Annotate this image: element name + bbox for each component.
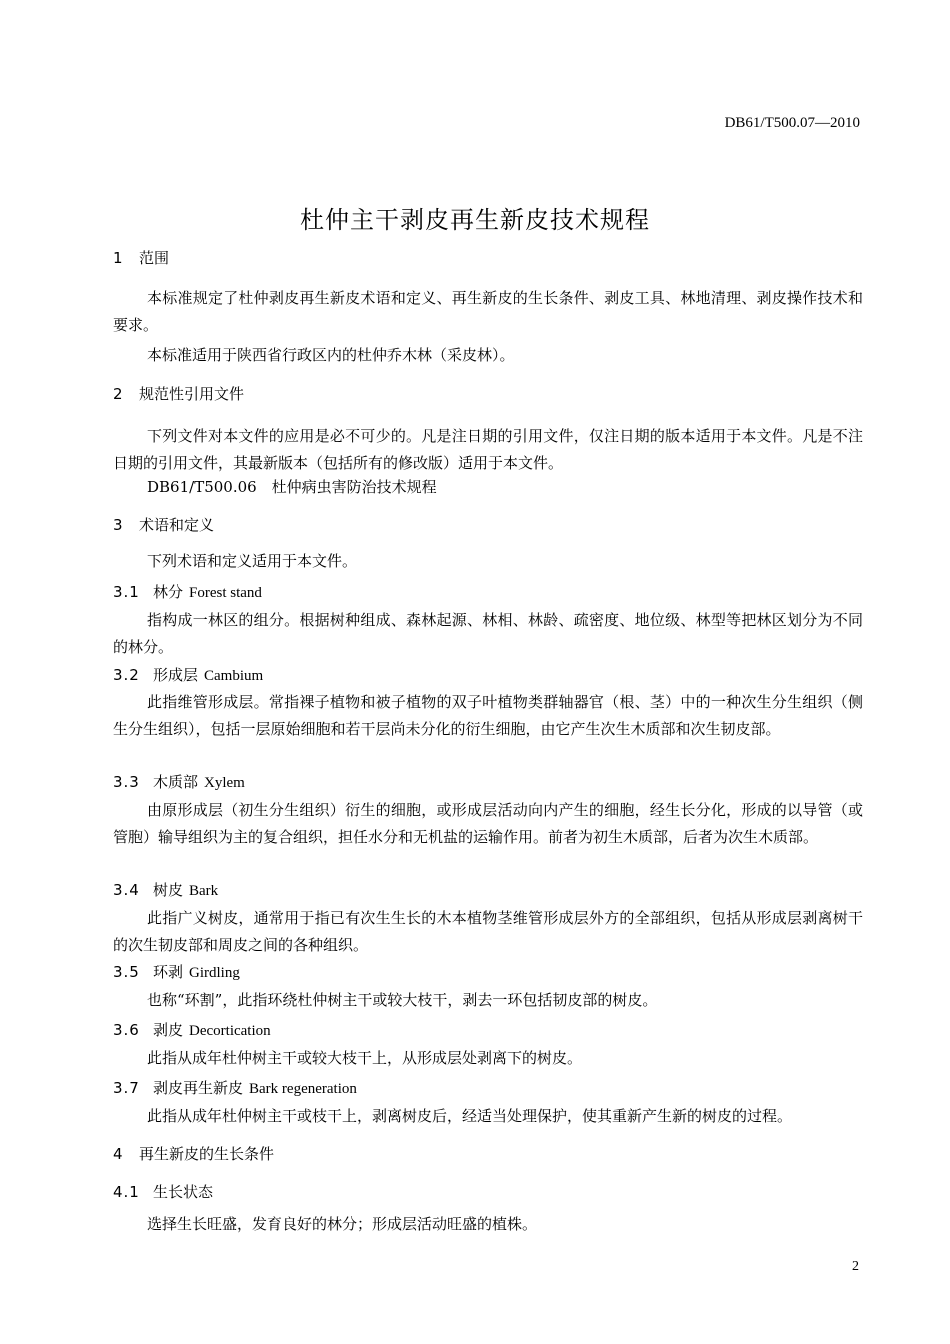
term-number: 3.4 bbox=[113, 881, 140, 899]
section-3-intro: 下列术语和定义适用于本文件。 bbox=[147, 552, 358, 570]
section-2-heading bbox=[113, 383, 863, 405]
section-3-heading bbox=[113, 514, 863, 536]
section-2-reference: DB61/T500.06 杜仲病虫害防治技术规程 bbox=[147, 478, 437, 496]
term-3-2-heading bbox=[113, 664, 863, 686]
section-number: 1 bbox=[113, 249, 123, 267]
term-3-1-heading bbox=[113, 581, 863, 603]
section-1-heading bbox=[113, 247, 863, 269]
subsection-title: 生长状态 bbox=[153, 1183, 214, 1201]
section-number: 2 bbox=[113, 385, 123, 403]
term-3-1-definition: 指构成一林区的组分。根据树种组成、森林起源、林相、林龄、疏密度、地位级、林型等把林区划分为不同的林分。 bbox=[113, 611, 863, 656]
term-english: Xylem bbox=[204, 775, 245, 791]
section-title: 规范性引用文件 bbox=[139, 385, 245, 403]
section-number: 4 bbox=[113, 1145, 123, 1163]
term-3-3-definition: 由原形成层（初生分生组织）衍生的细胞，或形成层活动向内产生的细胞，经生长分化，形成的以导管（或管胞）输导组织为主的复合组织，担任水分和无机盐的运输作用。前者为初生木质部，后者为次生木质部。 bbox=[113, 801, 863, 846]
document-title: 杜仲主干剥皮再生新皮技术规程 bbox=[300, 206, 650, 234]
term-number: 3.1 bbox=[113, 583, 140, 601]
section-title: 范围 bbox=[139, 249, 170, 267]
subsection-number: 4.1 bbox=[113, 1183, 140, 1201]
term-3-6-definition: 此指从成年杜仲树主干或较大枝干上，从形成层处剥离下的树皮。 bbox=[147, 1049, 583, 1067]
section-4-heading bbox=[113, 1143, 863, 1165]
section-2-paragraph-1: 下列文件对本文件的应用是必不可少的。凡是注日期的引用文件，仅注日期的版本适用于本文件。凡是不注日期的引用文件，其最新版本（包括所有的修改版）适用于本文件。 bbox=[113, 427, 863, 472]
term-chinese: 林分 bbox=[153, 583, 184, 601]
term-number: 3.7 bbox=[113, 1079, 140, 1097]
term-3-5-definition: 也称“环割”，此指环绕杜仲树主干或较大枝干，剥去一环包括韧皮部的树皮。 bbox=[147, 991, 658, 1009]
term-3-7-heading bbox=[113, 1077, 863, 1099]
section-title: 术语和定义 bbox=[139, 516, 215, 534]
term-3-5-heading bbox=[113, 961, 863, 983]
term-number: 3.2 bbox=[113, 666, 140, 684]
subsection-4-1-text: 选择生长旺盛，发育良好的林分；形成层活动旺盛的植株。 bbox=[147, 1215, 538, 1233]
term-3-7-definition: 此指从成年杜仲树主干或枝干上，剥离树皮后，经适当处理保护，使其重新产生新的树皮的过程。 bbox=[147, 1107, 793, 1125]
page-number: 2 bbox=[852, 1259, 859, 1274]
term-english: Bark bbox=[189, 883, 219, 899]
section-title: 再生新皮的生长条件 bbox=[139, 1145, 275, 1163]
term-number: 3.5 bbox=[113, 963, 140, 981]
term-english: Girdling bbox=[189, 965, 240, 981]
term-3-4-definition: 此指广义树皮，通常用于指已有次生生长的木本植物茎维管形成层外方的全部组织，包括从形成层剥离树干的次生韧皮部和周皮之间的各种组织。 bbox=[113, 909, 863, 954]
term-english: Forest stand bbox=[189, 585, 262, 601]
term-chinese: 树皮 bbox=[153, 881, 184, 899]
term-number: 3.6 bbox=[113, 1021, 140, 1039]
term-english: Cambium bbox=[204, 668, 264, 684]
term-3-2-definition: 此指维管形成层。常指裸子植物和被子植物的双子叶植物类群轴器官（根、茎）中的一种次生分生组织（侧生分生组织），包括一层原始细胞和若干层尚未分化的衍生细胞，由它产生次生木质部和次生韧皮部。 bbox=[113, 693, 863, 738]
term-chinese: 木质部 bbox=[153, 773, 199, 791]
term-number: 3.3 bbox=[113, 773, 140, 791]
term-chinese: 环剥 bbox=[153, 963, 184, 981]
term-3-6-heading bbox=[113, 1019, 863, 1041]
section-number: 3 bbox=[113, 516, 123, 534]
section-1-paragraph-1: 本标准规定了杜仲剥皮再生新皮术语和定义、再生新皮的生长条件、剥皮工具、林地清理、剥皮操作技术和要求。 bbox=[113, 289, 863, 334]
section-1-paragraph-2: 本标准适用于陕西省行政区内的杜仲乔木林（采皮林）。 bbox=[147, 346, 515, 364]
term-chinese: 形成层 bbox=[153, 666, 199, 684]
subsection-4-1-heading bbox=[113, 1181, 863, 1203]
term-3-3-heading bbox=[113, 771, 863, 793]
term-chinese: 剥皮 bbox=[153, 1021, 184, 1039]
term-chinese: 剥皮再生新皮 bbox=[153, 1079, 244, 1097]
term-english: Bark regeneration bbox=[249, 1081, 357, 1097]
term-english: Decortication bbox=[189, 1023, 271, 1039]
term-3-4-heading bbox=[113, 879, 863, 901]
document-code: DB61/T500.07—2010 bbox=[724, 115, 860, 131]
